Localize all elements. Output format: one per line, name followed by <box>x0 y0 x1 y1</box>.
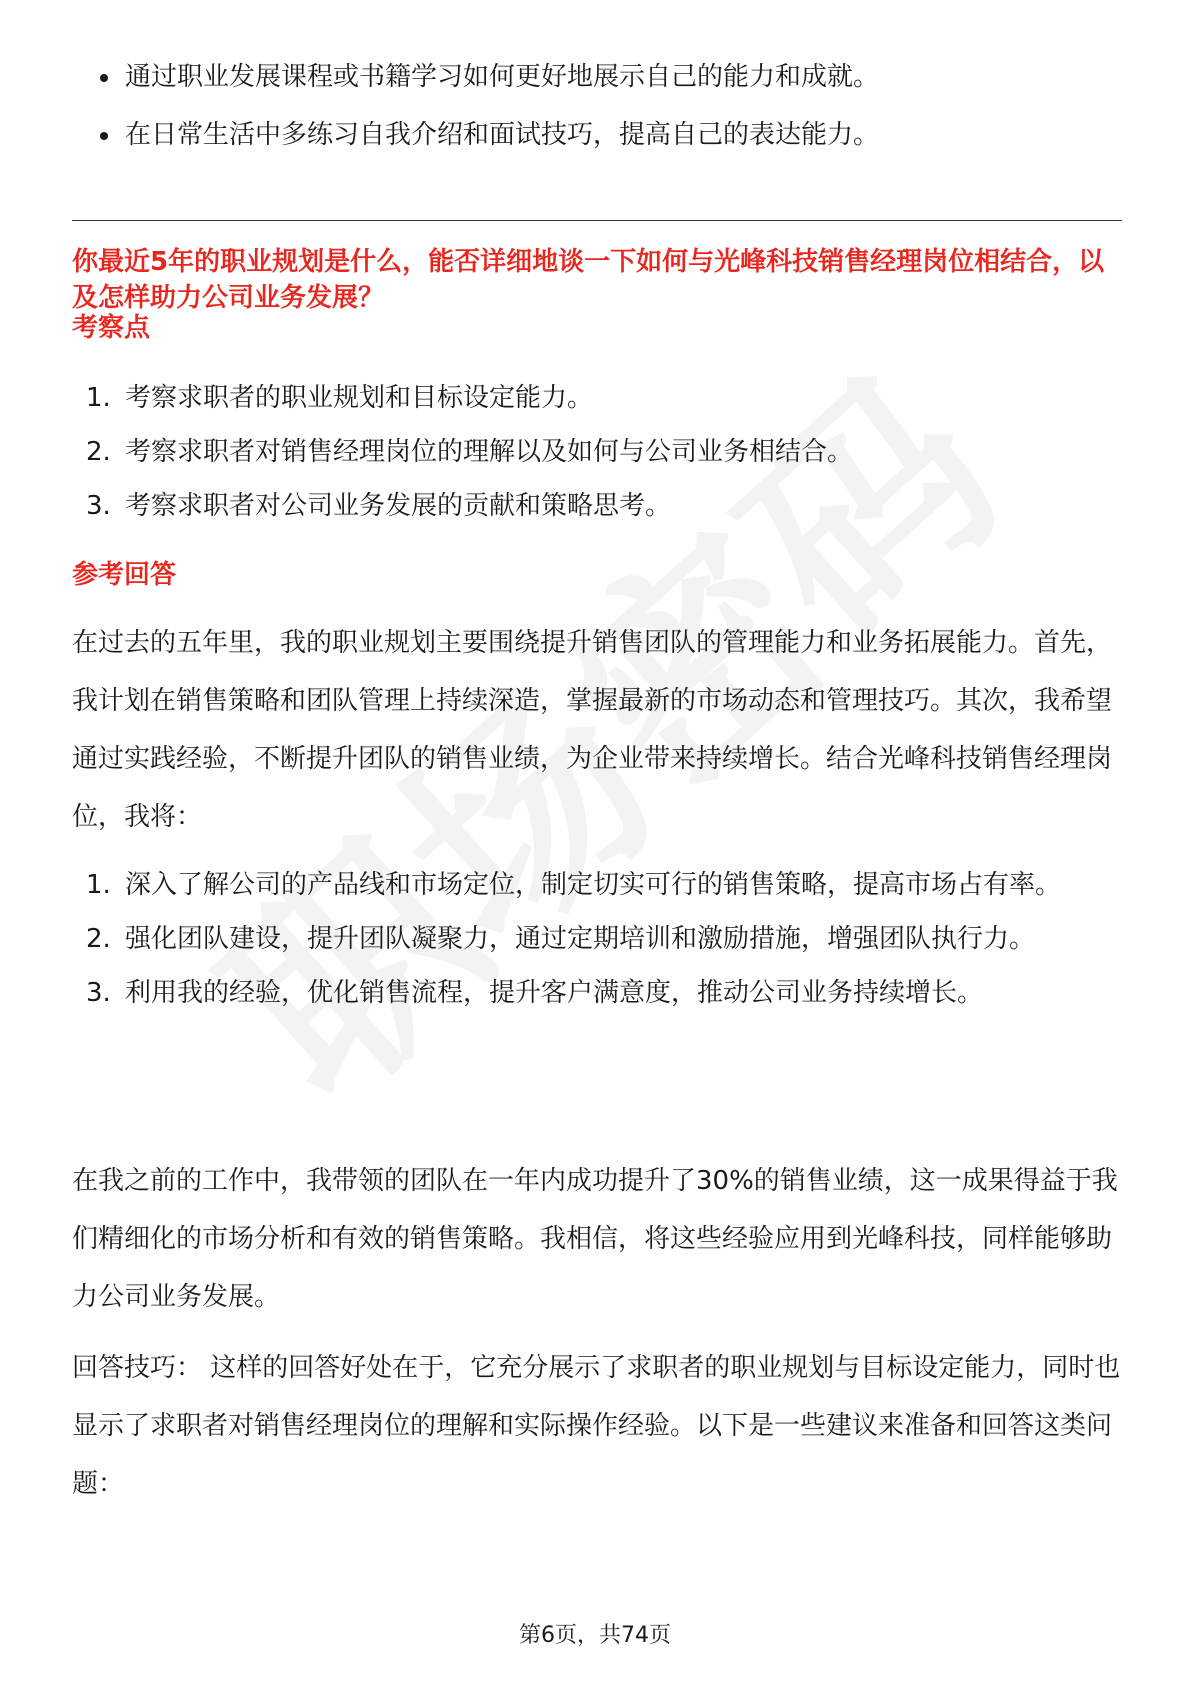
list-item <box>72 435 1122 469</box>
list-number: 1. <box>86 383 111 413</box>
list-number: 3. <box>86 491 111 521</box>
list-item <box>72 381 1122 415</box>
list-item <box>72 966 1122 1020</box>
answer-list <box>72 858 1122 1020</box>
list-item-text: 强化团队建设，提升团队凝聚力，通过定期培训和激励措施，增强团队执行力。 <box>125 924 1036 954</box>
list-item-text: 考察求职者的职业规划和目标设定能力。 <box>125 383 594 413</box>
answer-intro: 在过去的五年里，我的职业规划主要围绕提升销售团队的管理能力和业务拓展能力。首先，我计划在销售策略和团队管理上持续深造，掌握最新的市场动态和管理技巧。其次，我希望通过实践经验，不断提升团队的销售业绩，为企业带来持续增长。结合光峰科技销售经理岗位，我将： <box>72 628 1113 832</box>
list-item <box>72 912 1122 966</box>
focus-list <box>72 381 1122 523</box>
section-divider <box>72 220 1122 221</box>
focus-heading: 考察点 <box>72 313 151 343</box>
tips-bullet-list <box>72 62 879 178</box>
list-number: 1. <box>86 870 111 900</box>
list-item-text: 深入了解公司的产品线和市场定位，制定切实可行的销售策略，提高市场占有率。 <box>125 870 1062 900</box>
list-item-text: 考察求职者对销售经理岗位的理解以及如何与公司业务相结合。 <box>125 437 854 467</box>
list-number: 2. <box>86 924 111 954</box>
list-item <box>72 858 1122 912</box>
page-footer: 第6页，共74页 <box>519 1623 671 1648</box>
answer-conclusion: 在我之前的工作中，我带领的团队在一年内成功提升了30%的销售业绩，这一成果得益于我们精细化的市场分析和有效的销售策略。我相信，将这些经验应用到光峰科技，同样能够助力公司业务发展。 <box>72 1166 1118 1312</box>
list-item: 在日常生活中多练习自我介绍和面试技巧，提高自己的表达能力。 <box>72 120 879 150</box>
list-number: 3. <box>86 978 111 1008</box>
list-number: 2. <box>86 437 111 467</box>
answer-tips: 回答技巧： 这样的回答好处在于，它充分展示了求职者的职业规划与目标设定能力，同时也显示了求职者对销售经理岗位的理解和实际操作经验。以下是一些建议来准备和回答这类问题： <box>72 1353 1121 1499</box>
list-item-text: 利用我的经验，优化销售流程，提升客户满意度，推动公司业务持续增长。 <box>125 978 984 1008</box>
question-title: 你最近5年的职业规划是什么，能否详细地谈一下如何与光峰科技销售经理岗位相结合，以及怎样助力公司业务发展？ <box>72 247 1105 313</box>
list-item-text: 考察求职者对公司业务发展的贡献和策略思考。 <box>125 491 672 521</box>
answer-heading: 参考回答 <box>72 560 177 590</box>
list-item <box>72 489 1122 523</box>
list-item: 通过职业发展课程或书籍学习如何更好地展示自己的能力和成就。 <box>72 62 879 92</box>
